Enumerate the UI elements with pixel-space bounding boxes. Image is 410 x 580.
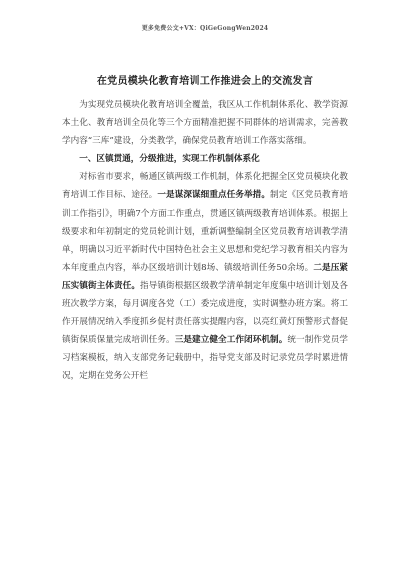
page-header: 更多免费公文+VX：QiGeGongWen2024 <box>141 25 269 32</box>
document-body <box>62 96 348 386</box>
bold-point-3: 三是建立健全工作闭环机制。 <box>174 335 288 346</box>
body-paragraph <box>62 168 348 385</box>
paragraph-text: 对标省市要求，畅通区镇两级工作机制，体系化把握全区党员模块化教育培训工作目标、途径。 <box>62 172 348 201</box>
section-heading-1: 一、区镇贯通，分级推进，实现工作机制体系化 <box>79 154 260 165</box>
paragraph-text: 制定《区党员教育培训工作指引》，明确7个方面工作重点，贯通区镇两级教育培训体系。根据上级要求和年初制定的党员轮训计划，重新调整编制全区党员教育培训教学清单，明确以习近平新时代中国特色社会主义思想和党纪学习教育相关内容为本年度重点内容，举办区级培训计划8场、镇级培训任务50余场。 <box>62 190 348 273</box>
paragraph-text: 统一制作党员学习档案模板，纳入支部党务记载册中，指导党支部及时记录党员学时累进情况，定期在党务公开栏 <box>62 335 348 382</box>
intro-paragraph: 为实现党员模块化教育培训全覆盖，我区从工作机制体系化、教学资源本土化、教育培训全员化等三个方面精准把握不同群体的培训需求，完善教学内容“三库”建设，分类教学，确保党员教育培训工作落实落细。 <box>62 100 348 147</box>
bold-point-2: 二是压紧压实镇街主体责任。 <box>62 262 348 291</box>
paragraph-text: 指导镇街根据区级教学清单制定年度集中培训计划及各班次教学方案，每月调度各党（工）委完成进度，实时调整办班方案。将工作开展情况纳入季度抓乡促村责任落实提醒内容，以亮红黄灯预警形式督促镇街保质保量完成培训任务。 <box>62 280 348 346</box>
bold-point-1: 一是谋深谋细重点任务举措。 <box>157 190 271 201</box>
document-title: 在党员模块化教育培训工作推进会上的交流发言 <box>96 76 314 87</box>
